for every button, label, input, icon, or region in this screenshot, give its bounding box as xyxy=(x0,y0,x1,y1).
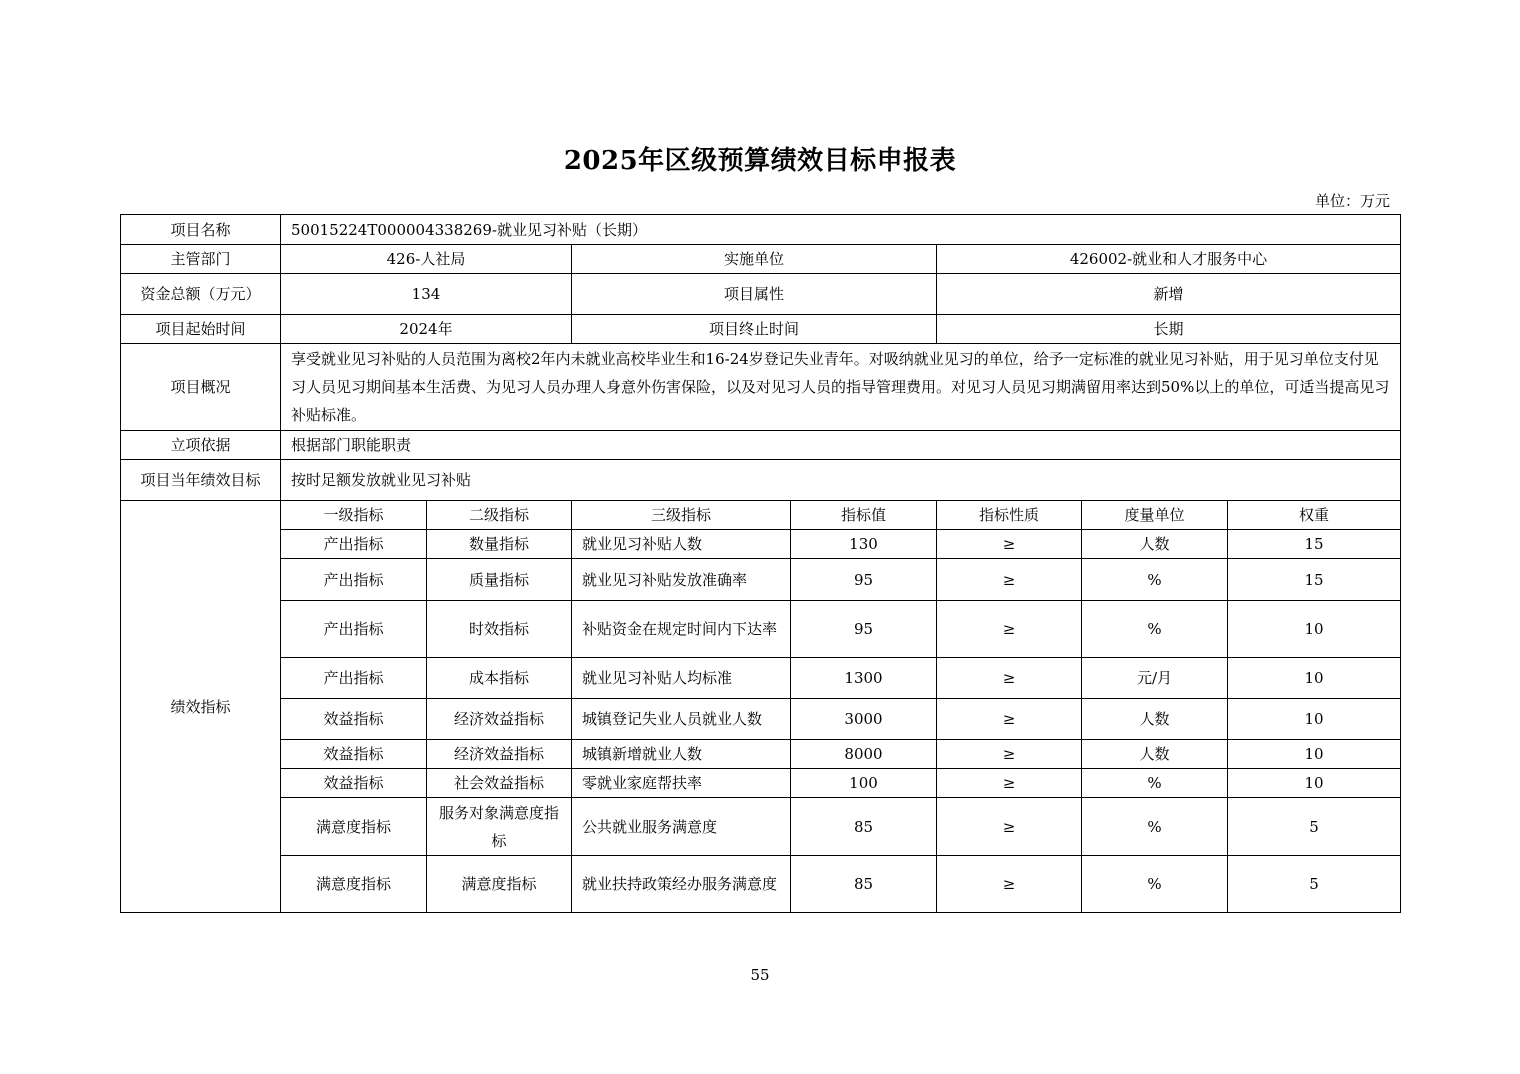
indicator-level1: 满意度指标 xyxy=(281,856,427,913)
overview-label: 项目概况 xyxy=(121,344,281,431)
header-weight: 权重 xyxy=(1228,501,1401,530)
budget-table xyxy=(120,214,1401,913)
header-level2: 二级指标 xyxy=(427,501,572,530)
indicator-header-row xyxy=(121,501,1401,530)
indicator-weight: 5 xyxy=(1228,798,1401,856)
row-basis xyxy=(121,431,1401,460)
indicator-weight: 15 xyxy=(1228,530,1401,559)
indicator-value: 95 xyxy=(791,559,937,601)
overview-value: 享受就业见习补贴的人员范围为离校2年内未就业高校毕业生和16-24岁登记失业青年。对吸纳就业见习的单位，给予一定标准的就业见习补贴，用于见习单位支付见习人员见习期间基本生活费、为见习人员办理人身意外伤害保险，以及对见习人员的指导管理费用。对见习人员见习期满留用率达到50%以上的单位，可适当提高见习补贴标准。 xyxy=(281,344,1401,431)
indicator-unit: 元/月 xyxy=(1082,658,1228,699)
indicator-level3: 就业见习补贴人数 xyxy=(572,530,791,559)
indicator-weight: 10 xyxy=(1228,601,1401,658)
basis-value: 根据部门职能职责 xyxy=(281,431,1401,460)
dept-value: 426-人社局 xyxy=(281,245,572,274)
indicator-level1: 效益指标 xyxy=(281,740,427,769)
row-goal xyxy=(121,460,1401,501)
indicator-level3: 零就业家庭帮扶率 xyxy=(572,769,791,798)
project-name-label: 项目名称 xyxy=(121,215,281,245)
indicator-level1: 效益指标 xyxy=(281,699,427,740)
header-value: 指标值 xyxy=(791,501,937,530)
indicator-level1: 产出指标 xyxy=(281,658,427,699)
indicator-value: 85 xyxy=(791,856,937,913)
header-unit: 度量单位 xyxy=(1082,501,1228,530)
indicator-value: 8000 xyxy=(791,740,937,769)
indicator-nature: ≥ xyxy=(937,769,1082,798)
indicator-row xyxy=(121,856,1401,913)
indicator-level3: 补贴资金在规定时间内下达率 xyxy=(572,601,791,658)
indicator-nature: ≥ xyxy=(937,601,1082,658)
row-time xyxy=(121,315,1401,344)
dept-label: 主管部门 xyxy=(121,245,281,274)
page-title: 2025年区级预算绩效目标申报表 xyxy=(563,146,957,176)
indicator-level3: 公共就业服务满意度 xyxy=(572,798,791,856)
unit-label: 单位：万元 xyxy=(1314,192,1390,210)
basis-label: 立项依据 xyxy=(121,431,281,460)
indicator-unit: 人数 xyxy=(1082,530,1228,559)
indicator-row xyxy=(121,658,1401,699)
funds-label: 资金总额（万元） xyxy=(121,274,281,315)
indicator-value: 85 xyxy=(791,798,937,856)
indicator-row xyxy=(121,740,1401,769)
indicator-level3: 城镇登记失业人员就业人数 xyxy=(572,699,791,740)
indicator-weight: 15 xyxy=(1228,559,1401,601)
page-number: 55 xyxy=(750,966,770,984)
start-label: 项目起始时间 xyxy=(121,315,281,344)
row-funds xyxy=(121,274,1401,315)
start-value: 2024年 xyxy=(281,315,572,344)
header-level1: 一级指标 xyxy=(281,501,427,530)
indicator-value: 1300 xyxy=(791,658,937,699)
indicator-nature: ≥ xyxy=(937,530,1082,559)
indicator-level2: 经济效益指标 xyxy=(427,699,572,740)
indicator-row xyxy=(121,601,1401,658)
indicator-value: 95 xyxy=(791,601,937,658)
header-level3: 三级指标 xyxy=(572,501,791,530)
indicator-row xyxy=(121,769,1401,798)
indicator-level2: 时效指标 xyxy=(427,601,572,658)
indicator-level2: 质量指标 xyxy=(427,559,572,601)
indicator-level1: 产出指标 xyxy=(281,530,427,559)
end-value: 长期 xyxy=(937,315,1401,344)
indicator-section-label: 绩效指标 xyxy=(121,501,281,913)
impl-unit-label: 实施单位 xyxy=(572,245,937,274)
indicator-unit: % xyxy=(1082,601,1228,658)
indicator-unit: % xyxy=(1082,798,1228,856)
indicator-level2: 服务对象满意度指标 xyxy=(427,798,572,856)
indicator-level2: 满意度指标 xyxy=(427,856,572,913)
indicator-weight: 10 xyxy=(1228,658,1401,699)
indicator-unit: 人数 xyxy=(1082,740,1228,769)
impl-unit-value: 426002-就业和人才服务中心 xyxy=(937,245,1401,274)
indicator-row xyxy=(121,699,1401,740)
indicator-nature: ≥ xyxy=(937,699,1082,740)
indicator-nature: ≥ xyxy=(937,658,1082,699)
indicator-level2: 成本指标 xyxy=(427,658,572,699)
indicator-unit: % xyxy=(1082,559,1228,601)
indicator-weight: 10 xyxy=(1228,699,1401,740)
goal-value: 按时足额发放就业见习补贴 xyxy=(281,460,1401,501)
indicator-weight: 5 xyxy=(1228,856,1401,913)
indicator-row xyxy=(121,559,1401,601)
funds-value: 134 xyxy=(281,274,572,315)
end-label: 项目终止时间 xyxy=(572,315,937,344)
project-name-value: 50015224T000004338269-就业见习补贴（长期） xyxy=(281,215,1401,245)
indicator-row xyxy=(121,798,1401,856)
indicator-level1: 产出指标 xyxy=(281,559,427,601)
indicator-value: 100 xyxy=(791,769,937,798)
indicator-weight: 10 xyxy=(1228,769,1401,798)
indicator-value: 130 xyxy=(791,530,937,559)
indicator-value: 3000 xyxy=(791,699,937,740)
indicator-level2: 社会效益指标 xyxy=(427,769,572,798)
indicator-level1: 产出指标 xyxy=(281,601,427,658)
row-project-name xyxy=(121,215,1401,245)
row-dept xyxy=(121,245,1401,274)
indicator-level1: 满意度指标 xyxy=(281,798,427,856)
indicator-weight: 10 xyxy=(1228,740,1401,769)
indicator-level3: 城镇新增就业人数 xyxy=(572,740,791,769)
indicator-level3: 就业见习补贴人均标准 xyxy=(572,658,791,699)
indicator-row xyxy=(121,530,1401,559)
indicator-nature: ≥ xyxy=(937,559,1082,601)
row-overview xyxy=(121,344,1401,431)
indicator-level1: 效益指标 xyxy=(281,769,427,798)
indicator-level3: 就业扶持政策经办服务满意度 xyxy=(572,856,791,913)
indicator-nature: ≥ xyxy=(937,740,1082,769)
indicator-nature: ≥ xyxy=(937,856,1082,913)
indicator-nature: ≥ xyxy=(937,798,1082,856)
indicator-unit: % xyxy=(1082,856,1228,913)
indicator-unit: % xyxy=(1082,769,1228,798)
attr-value: 新增 xyxy=(937,274,1401,315)
indicator-unit: 人数 xyxy=(1082,699,1228,740)
header-nature: 指标性质 xyxy=(937,501,1082,530)
goal-label: 项目当年绩效目标 xyxy=(121,460,281,501)
indicator-level2: 经济效益指标 xyxy=(427,740,572,769)
indicator-level2: 数量指标 xyxy=(427,530,572,559)
indicator-level3: 就业见习补贴发放准确率 xyxy=(572,559,791,601)
attr-label: 项目属性 xyxy=(572,274,937,315)
